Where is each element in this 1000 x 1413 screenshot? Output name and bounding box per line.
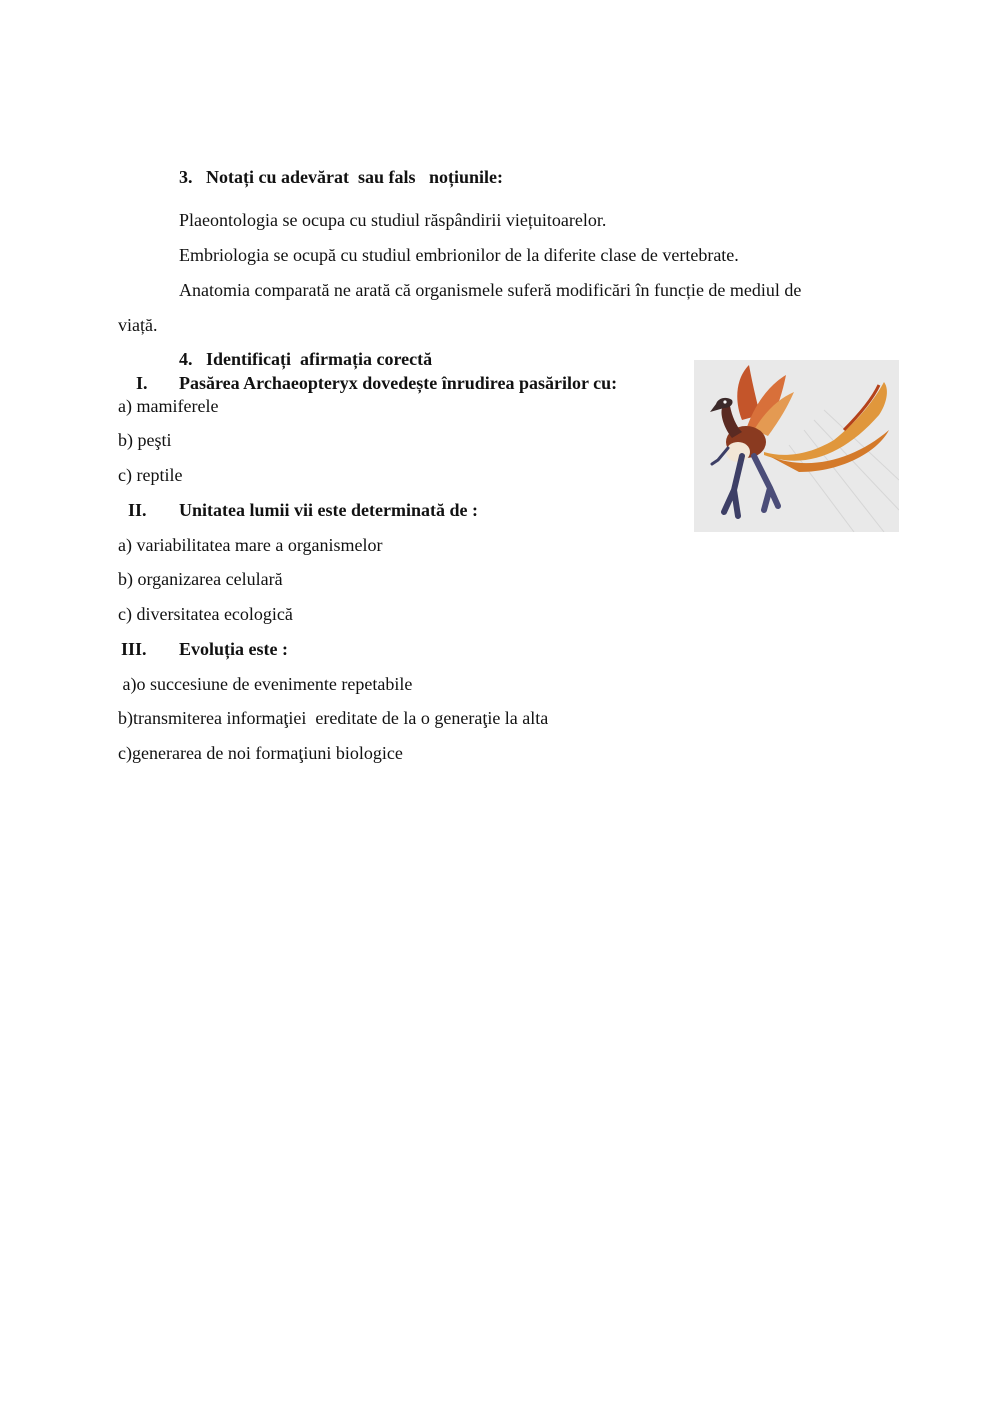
question-1-option-b: b) peşti — [118, 430, 172, 450]
statement-3: Anatomia comparată ne arată că organismele suferă modificări în funcție de mediul de — [179, 280, 802, 300]
question-1-numeral: I. — [136, 373, 148, 393]
statement-1: Plaeontologia se ocupa cu studiul răspândirii viețuitoarelor. — [179, 210, 607, 230]
statement-2: Embriologia se ocupă cu studiul embrionilor de la diferite clase de vertebrate. — [179, 245, 739, 265]
statement-3-continuation: viață. — [118, 315, 158, 335]
question-1-option-a: a) mamiferele — [118, 396, 219, 416]
question-3-option-c: c)generarea de noi formaţiuni biologice — [118, 743, 403, 763]
question-3-text: Evoluția este : — [179, 639, 288, 659]
question-1-text: Pasărea Archaeopteryx dovedește înrudirea pasărilor cu: — [179, 373, 618, 393]
question-1-option-c: c) reptile — [118, 465, 183, 485]
question-2-text: Unitatea lumii vii este determinată de : — [179, 500, 478, 520]
question-2-option-a: a) variabilitatea mare a organismelor — [118, 535, 383, 555]
question-3-numeral: III. — [121, 639, 147, 659]
question-3-option-a: a)o succesiune de evenimente repetabile — [118, 674, 413, 694]
question-3-option-b: b)transmiterea informaţiei ereditate de la o generaţie la alta — [118, 708, 549, 728]
archaeopteryx-illustration — [694, 360, 899, 532]
section-4-heading: 4. Identificați afirmația corectă — [179, 349, 433, 369]
question-2-option-b: b) organizarea celulară — [118, 569, 283, 589]
section-3-heading: 3. Notați cu adevărat sau fals noțiunile: — [179, 167, 503, 187]
question-2-option-c: c) diversitatea ecologică — [118, 604, 293, 624]
question-2-numeral: II. — [128, 500, 147, 520]
